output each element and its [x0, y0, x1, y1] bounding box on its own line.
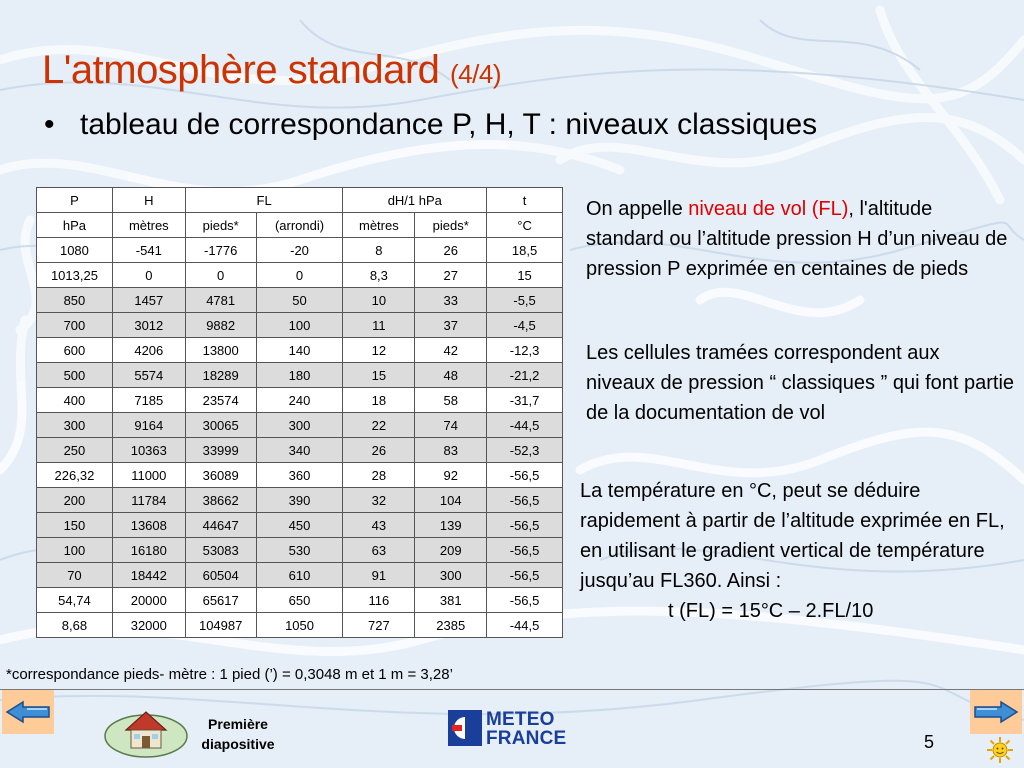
table-cell: 8,68 [37, 613, 113, 638]
table-cell: 32 [343, 488, 415, 513]
table-cell: 300 [37, 413, 113, 438]
table-cell: 0 [112, 263, 185, 288]
table-cell: 22 [343, 413, 415, 438]
table-cell: 4781 [185, 288, 256, 313]
table-cell: -44,5 [487, 413, 563, 438]
unit-cell: °C [487, 213, 563, 238]
unit-cell: hPa [37, 213, 113, 238]
header-p: P [37, 188, 113, 213]
table-cell: 83 [415, 438, 487, 463]
table-row [37, 538, 563, 563]
table-row [37, 313, 563, 338]
table-cell: 300 [415, 563, 487, 588]
table-cell: 60504 [185, 563, 256, 588]
table-cell: 18 [343, 388, 415, 413]
bullet-line [44, 108, 817, 142]
table-cell: 18,5 [487, 238, 563, 263]
table-row [37, 388, 563, 413]
table-cell: 11000 [112, 463, 185, 488]
table-cell: 1080 [37, 238, 113, 263]
sun-icon [986, 736, 1014, 764]
temperature-formula: t (FL) = 15°C – 2.FL/10 [668, 600, 874, 622]
table-cell: 727 [343, 613, 415, 638]
header-t: t [487, 188, 563, 213]
table-cell: 54,74 [37, 588, 113, 613]
table-cell: -541 [112, 238, 185, 263]
table-cell: 300 [256, 413, 343, 438]
table-cell: -4,5 [487, 313, 563, 338]
table-cell: 10 [343, 288, 415, 313]
table-cell: 50 [256, 288, 343, 313]
footnote: *correspondance pieds- mètre : 1 pied (’) = 0,3048 m et 1 m = 3,28’ [6, 666, 453, 683]
shaded-cells-paragraph: Les cellules tramées correspondent aux niveaux de pression “ classiques ” qui font partie de la documentation de vol [586, 342, 1015, 424]
table-cell: 65617 [185, 588, 256, 613]
table-cell: 38662 [185, 488, 256, 513]
table-cell: 11784 [112, 488, 185, 513]
table-cell: -56,5 [487, 463, 563, 488]
table-cell: 226,32 [37, 463, 113, 488]
definition-text-start: On appelle [586, 198, 689, 220]
table-cell: 2385 [415, 613, 487, 638]
table-cell: -56,5 [487, 538, 563, 563]
prev-slide-button[interactable] [2, 690, 54, 734]
table-cell: 37 [415, 313, 487, 338]
table-cell: 530 [256, 538, 343, 563]
table-cell: 33 [415, 288, 487, 313]
unit-cell: pieds* [185, 213, 256, 238]
table-cell: 650 [256, 588, 343, 613]
table-cell: 63 [343, 538, 415, 563]
table-cell: 11 [343, 313, 415, 338]
temperature-text: La température en °C, peut se déduire rapidement à partir de l’altitude exprimée en FL, en utilisant le gradient vertical de température jusqu’au FL360. Ainsi : [580, 480, 1005, 592]
table-cell: 42 [415, 338, 487, 363]
table-row [37, 263, 563, 288]
table-cell: -56,5 [487, 588, 563, 613]
temperature-paragraph [580, 476, 1020, 626]
table-cell: 400 [37, 388, 113, 413]
page-number: 5 [924, 732, 935, 752]
table-cell: 28 [343, 463, 415, 488]
table-cell: -44,5 [487, 613, 563, 638]
table-cell: 26 [415, 238, 487, 263]
table-cell: 5574 [112, 363, 185, 388]
logo-line2: FRANCE [486, 728, 567, 749]
table-cell: 0 [185, 263, 256, 288]
table-cell: 9164 [112, 413, 185, 438]
table-row [37, 438, 563, 463]
table-cell: 9882 [185, 313, 256, 338]
table-cell: 33999 [185, 438, 256, 463]
table-cell: 360 [256, 463, 343, 488]
table-cell: 18289 [185, 363, 256, 388]
table-cell: 32000 [112, 613, 185, 638]
table-cell: 390 [256, 488, 343, 513]
table-row [37, 563, 563, 588]
table-row [37, 463, 563, 488]
table-cell: 15 [343, 363, 415, 388]
table-units-row [37, 213, 563, 238]
table-cell: 0 [256, 263, 343, 288]
table-row [37, 588, 563, 613]
table-cell: 700 [37, 313, 113, 338]
table-cell: 1050 [256, 613, 343, 638]
table-cell: -31,7 [487, 388, 563, 413]
table-cell: 209 [415, 538, 487, 563]
table-cell: 150 [37, 513, 113, 538]
home-label-line1: Première [208, 716, 268, 732]
table-cell: 20000 [112, 588, 185, 613]
table-cell: 18442 [112, 563, 185, 588]
header-fl: FL [185, 188, 343, 213]
table-cell: 23574 [185, 388, 256, 413]
table-cell: 104987 [185, 613, 256, 638]
table-cell: 26 [343, 438, 415, 463]
table-cell: 610 [256, 563, 343, 588]
table-row [37, 363, 563, 388]
slide-title [42, 48, 501, 93]
table-cell: 100 [37, 538, 113, 563]
table-row [37, 613, 563, 638]
table-cell: 250 [37, 438, 113, 463]
table-cell: 850 [37, 288, 113, 313]
table-cell: -56,5 [487, 488, 563, 513]
arrow-right-icon [973, 700, 1019, 724]
table-row [37, 288, 563, 313]
table-cell: 36089 [185, 463, 256, 488]
table-cell: 48 [415, 363, 487, 388]
header-dh: dH/1 hPa [343, 188, 487, 213]
logo-line1: METEO [486, 709, 555, 730]
table-cell: 500 [37, 363, 113, 388]
table-cell: 15 [487, 263, 563, 288]
bullet-text: tableau de correspondance P, H, T : niveaux classiques [80, 108, 818, 141]
table-cell: 27 [415, 263, 487, 288]
table-cell: 12 [343, 338, 415, 363]
footer-divider [0, 689, 1024, 690]
table-cell: 340 [256, 438, 343, 463]
first-slide-link[interactable] [186, 714, 290, 754]
bullet-dot: • [44, 108, 55, 141]
table-cell: 16180 [112, 538, 185, 563]
table-cell: 600 [37, 338, 113, 363]
home-label-line2: diapositive [201, 736, 275, 752]
table-row [37, 513, 563, 538]
table-cell: 30065 [185, 413, 256, 438]
table-cell: 8,3 [343, 263, 415, 288]
table-cell: -21,2 [487, 363, 563, 388]
table-cell: 180 [256, 363, 343, 388]
next-slide-button[interactable] [970, 690, 1022, 734]
table-cell: 91 [343, 563, 415, 588]
table-cell: 200 [37, 488, 113, 513]
table-cell: 4206 [112, 338, 185, 363]
table-cell: 7185 [112, 388, 185, 413]
table-cell: 100 [256, 313, 343, 338]
table-cell: -56,5 [487, 563, 563, 588]
unit-cell: pieds* [415, 213, 487, 238]
table-cell: 53083 [185, 538, 256, 563]
table-row [37, 488, 563, 513]
arrow-left-icon [5, 700, 51, 724]
table-cell: 104 [415, 488, 487, 513]
table-row [37, 338, 563, 363]
table-cell: 381 [415, 588, 487, 613]
unit-cell: mètres [112, 213, 185, 238]
flight-level-term: niveau de vol (FL) [688, 198, 849, 220]
table-cell: -20 [256, 238, 343, 263]
table-cell: 70 [37, 563, 113, 588]
table-cell: 450 [256, 513, 343, 538]
meteo-france-logo [448, 708, 574, 752]
header-h: H [112, 188, 185, 213]
slide-title-sub: (4/4) [450, 59, 501, 89]
table-cell: -56,5 [487, 513, 563, 538]
table-cell: 58 [415, 388, 487, 413]
table-cell: 240 [256, 388, 343, 413]
definition-paragraph [586, 194, 1011, 284]
table-row [37, 413, 563, 438]
table-cell: 74 [415, 413, 487, 438]
table-cell: 43 [343, 513, 415, 538]
table-cell: -52,3 [487, 438, 563, 463]
unit-cell: mètres [343, 213, 415, 238]
house-icon[interactable] [104, 700, 188, 758]
slide-title-main: L'atmosphère standard [42, 48, 440, 92]
table-cell: -12,3 [487, 338, 563, 363]
table-cell: 10363 [112, 438, 185, 463]
table-cell: 1457 [112, 288, 185, 313]
table-cell: 13800 [185, 338, 256, 363]
table-cell: 8 [343, 238, 415, 263]
table-cell: 116 [343, 588, 415, 613]
table-cell: 44647 [185, 513, 256, 538]
meteo-france-mark [448, 708, 482, 748]
table-cell: 92 [415, 463, 487, 488]
correspondence-table [36, 187, 563, 638]
table-cell: 13608 [112, 513, 185, 538]
table-row [37, 238, 563, 263]
table-cell: -5,5 [487, 288, 563, 313]
table-header-row [37, 188, 563, 213]
table-cell: 3012 [112, 313, 185, 338]
table-cell: 139 [415, 513, 487, 538]
table-cell: 140 [256, 338, 343, 363]
table-cell: 1013,25 [37, 263, 113, 288]
unit-cell: (arrondi) [256, 213, 343, 238]
definition-text-end: , l'altitude standard ou l’altitude pression H d’un niveau de pression P exprimée en centaines de pieds [586, 198, 1008, 280]
table-cell: -1776 [185, 238, 256, 263]
